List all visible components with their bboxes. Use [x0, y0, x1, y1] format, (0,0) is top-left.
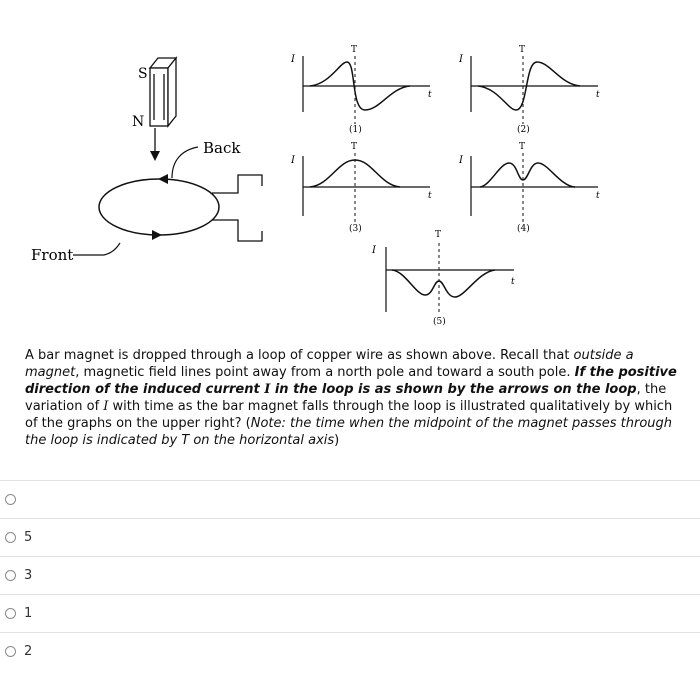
front-label: Front: [31, 246, 74, 264]
graph-1-label: (1): [349, 125, 362, 135]
svg-text:I: I: [372, 245, 376, 256]
radio-button[interactable]: [5, 494, 16, 505]
svg-text:t: t: [511, 277, 515, 287]
svg-text:t: t: [428, 191, 432, 201]
south-pole-label: S: [138, 66, 148, 82]
svg-text:T: T: [519, 142, 526, 152]
graph-5: [371, 230, 515, 327]
fall-arrow-head: [150, 151, 160, 161]
svg-text:T: T: [351, 45, 358, 55]
option-blank[interactable]: [0, 480, 700, 518]
svg-text:t: t: [428, 90, 432, 100]
graph-2-label: (2): [517, 125, 530, 135]
svg-text:I: I: [459, 155, 463, 166]
graph-3-label: (3): [349, 224, 362, 234]
graph-2: [458, 45, 600, 135]
svg-text:T: T: [435, 230, 442, 240]
north-pole-label: N: [132, 114, 145, 130]
graph-4-label: (4): [517, 224, 530, 234]
loop-arrow-top: [158, 174, 168, 184]
option-1[interactable]: [0, 594, 700, 632]
option-label: 1: [24, 606, 33, 621]
radio-button[interactable]: [5, 570, 16, 581]
svg-text:t: t: [596, 191, 600, 201]
svg-text:T: T: [519, 45, 526, 55]
graph-4: [458, 142, 600, 234]
question-text: A bar magnet is dropped through a loop of copper wire as shown above. Recall that outside a magnet, magnetic field lines point away from a north pole and toward a south pole. If the positive direction of the induced current I in the loop is as shown by the arrows on the loop, the variation of I with time as the bar magnet falls through the loop is illustrated qualitatively by which of the graphs on the upper right? (Note: the time when the midpoint of the magnet passes through the loop is indicated by T on the horizontal axis): [25, 348, 677, 448]
option-2[interactable]: [0, 632, 700, 670]
back-label: Back: [203, 139, 241, 157]
svg-text:I: I: [291, 54, 295, 65]
option-5[interactable]: [0, 518, 700, 556]
graph-5-label: (5): [433, 317, 446, 327]
option-3[interactable]: [0, 556, 700, 594]
answer-options: [0, 480, 700, 670]
radio-button[interactable]: [5, 608, 16, 619]
radio-button[interactable]: [5, 646, 16, 657]
svg-text:I: I: [459, 54, 463, 65]
option-label: 3: [24, 568, 33, 583]
option-label: 5: [24, 530, 33, 545]
graph-3: [290, 142, 432, 234]
svg-text:T: T: [351, 142, 358, 152]
option-label: 2: [24, 644, 33, 659]
bar-magnet: [150, 58, 176, 126]
back-pointer: [172, 147, 198, 178]
radio-button[interactable]: [5, 532, 16, 543]
wire-loop: [99, 179, 219, 235]
loop-arrow-bottom: [152, 230, 162, 240]
svg-text:t: t: [596, 90, 600, 100]
graph-1: [290, 45, 432, 135]
svg-text:I: I: [291, 155, 295, 166]
